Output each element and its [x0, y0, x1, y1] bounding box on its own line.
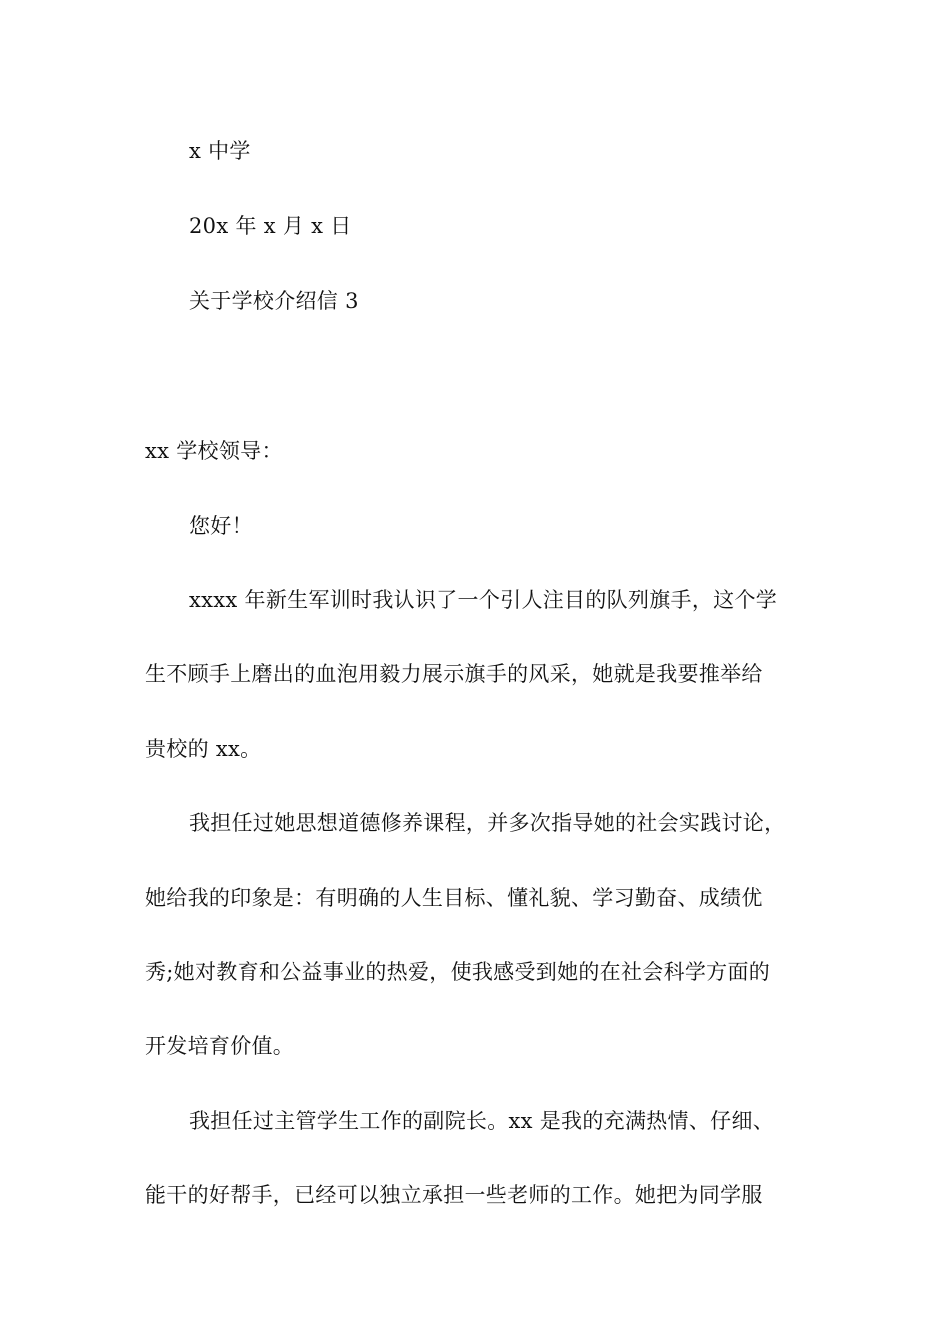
paragraph-line: 我担任过她思想道德修养课程，并多次指导她的社会实践讨论，: [189, 811, 786, 835]
paragraph-line: 她给我的印象是：有明确的人生目标、懂礼貌、学习勤奋、成绩优: [145, 886, 763, 910]
paragraph-line: 生不顾手上磨出的血泡用毅力展示旗手的风采，她就是我要推举给: [145, 662, 763, 686]
closing-school: x 中学: [189, 139, 251, 163]
letter-salutation: xx 学校领导：: [145, 439, 283, 463]
paragraph-line: 能干的好帮手，已经可以独立承担一些老师的工作。她把为同学服: [145, 1183, 763, 1207]
paragraph-line: xxxx 年新生军训时我认识了一个引人注目的队列旗手，这个学: [189, 588, 778, 612]
paragraph-line: 开发培育价值。: [145, 1034, 295, 1058]
closing-date: 20x 年 x 月 x 日: [189, 214, 352, 238]
section-title: 关于学校介绍信 3: [189, 289, 359, 313]
paragraph-line: 贵校的 xx。: [145, 737, 262, 761]
paragraph-line: 我担任过主管学生工作的副院长。xx 是我的充满热情、仔细、: [189, 1109, 775, 1133]
letter-greeting: 您好！: [189, 514, 253, 538]
paragraph-line: 秀;她对教育和公益事业的热爱，使我感受到她的在社会科学方面的: [145, 960, 771, 984]
